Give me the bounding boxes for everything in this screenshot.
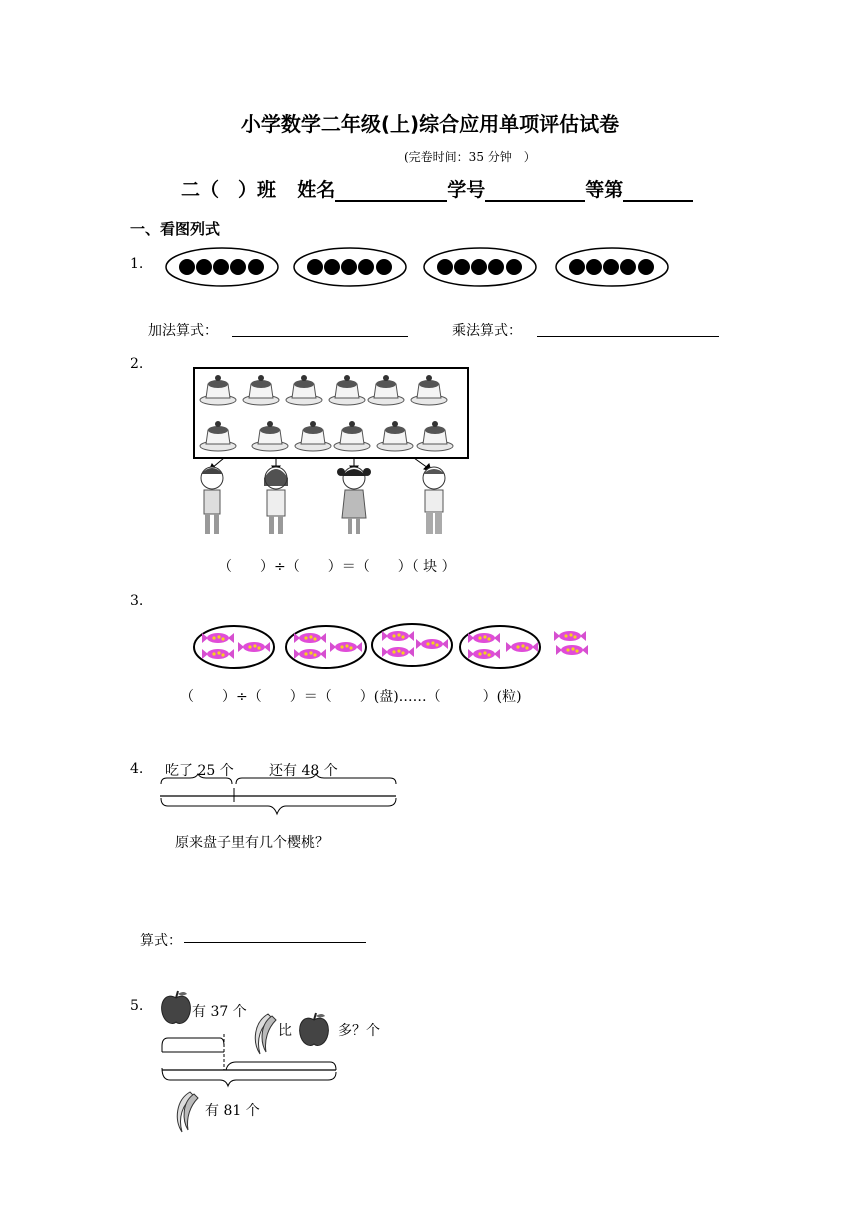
question-label: 多？个 bbox=[338, 1023, 380, 1039]
page-title: 小学数学二年级(上)综合应用单项评估试卷 bbox=[240, 112, 620, 136]
number-label: 学号 bbox=[447, 179, 486, 201]
remainder-equation: （ ）÷（ ）＝（ ）(盘)……（ ）(粒) bbox=[180, 689, 522, 705]
dot-group bbox=[294, 248, 406, 286]
addition-label: 加法算式： bbox=[148, 323, 218, 339]
grade-field[interactable] bbox=[623, 180, 693, 202]
question-number: 2. bbox=[130, 356, 144, 372]
arrows bbox=[209, 458, 431, 472]
name-field[interactable] bbox=[335, 180, 447, 202]
candy-plates-illustration bbox=[192, 620, 592, 676]
banana-count-label: 有 81 个 bbox=[205, 1103, 260, 1119]
compare-label: 比 bbox=[278, 1023, 292, 1039]
question-text: 原来盘子里有几个樱桃？ bbox=[175, 835, 329, 851]
child-figure bbox=[264, 467, 288, 534]
cake-row bbox=[200, 421, 453, 451]
question-number: 4. bbox=[130, 761, 144, 777]
apple-icon bbox=[160, 990, 192, 1026]
question-number: 5. bbox=[130, 998, 144, 1014]
student-info-line bbox=[181, 175, 693, 202]
grade-label: 等第 bbox=[585, 179, 624, 201]
student-number-field[interactable] bbox=[485, 180, 585, 202]
remaining-label: 还有 48 个 bbox=[269, 763, 338, 779]
multiplication-answer-line[interactable] bbox=[537, 336, 719, 337]
candy-plate bbox=[372, 624, 452, 666]
banana-icon bbox=[172, 1090, 200, 1134]
candy-plate bbox=[194, 626, 274, 668]
question-number: 1. bbox=[130, 256, 144, 272]
dot-groups bbox=[160, 243, 680, 293]
child-figure bbox=[201, 467, 223, 534]
cake-box-illustration bbox=[190, 364, 480, 554]
child-figure bbox=[423, 467, 445, 534]
candy-plate bbox=[460, 626, 540, 668]
section-heading: 一、看图列式 bbox=[130, 220, 221, 238]
dot-group bbox=[166, 248, 278, 286]
division-equation: （ ）÷（ ）＝（ ）（ 块 ） bbox=[218, 559, 456, 575]
candy-plate bbox=[286, 626, 366, 668]
eaten-label: 吃了 25 个 bbox=[165, 763, 234, 779]
dot-group bbox=[556, 248, 668, 286]
question-number: 3. bbox=[130, 593, 144, 609]
apple-count-label: 有 37 个 bbox=[192, 1004, 247, 1020]
cake-row bbox=[200, 375, 447, 405]
addition-answer-line[interactable] bbox=[232, 336, 408, 337]
formula-label: 算式： bbox=[140, 933, 182, 949]
cherry-segment-diagram bbox=[158, 774, 408, 824]
name-label: 姓名 bbox=[297, 179, 336, 201]
leftover-candies bbox=[554, 631, 588, 655]
fruit-segment-diagram bbox=[158, 1030, 348, 1086]
class-label: 二（ ）班 bbox=[181, 179, 277, 201]
child-figure bbox=[337, 467, 371, 534]
dot-group bbox=[424, 248, 536, 286]
multiplication-label: 乘法算式： bbox=[452, 323, 522, 339]
time-limit-note: (完卷时间：35 分钟 ） bbox=[404, 150, 536, 164]
formula-answer-line[interactable] bbox=[184, 942, 366, 943]
